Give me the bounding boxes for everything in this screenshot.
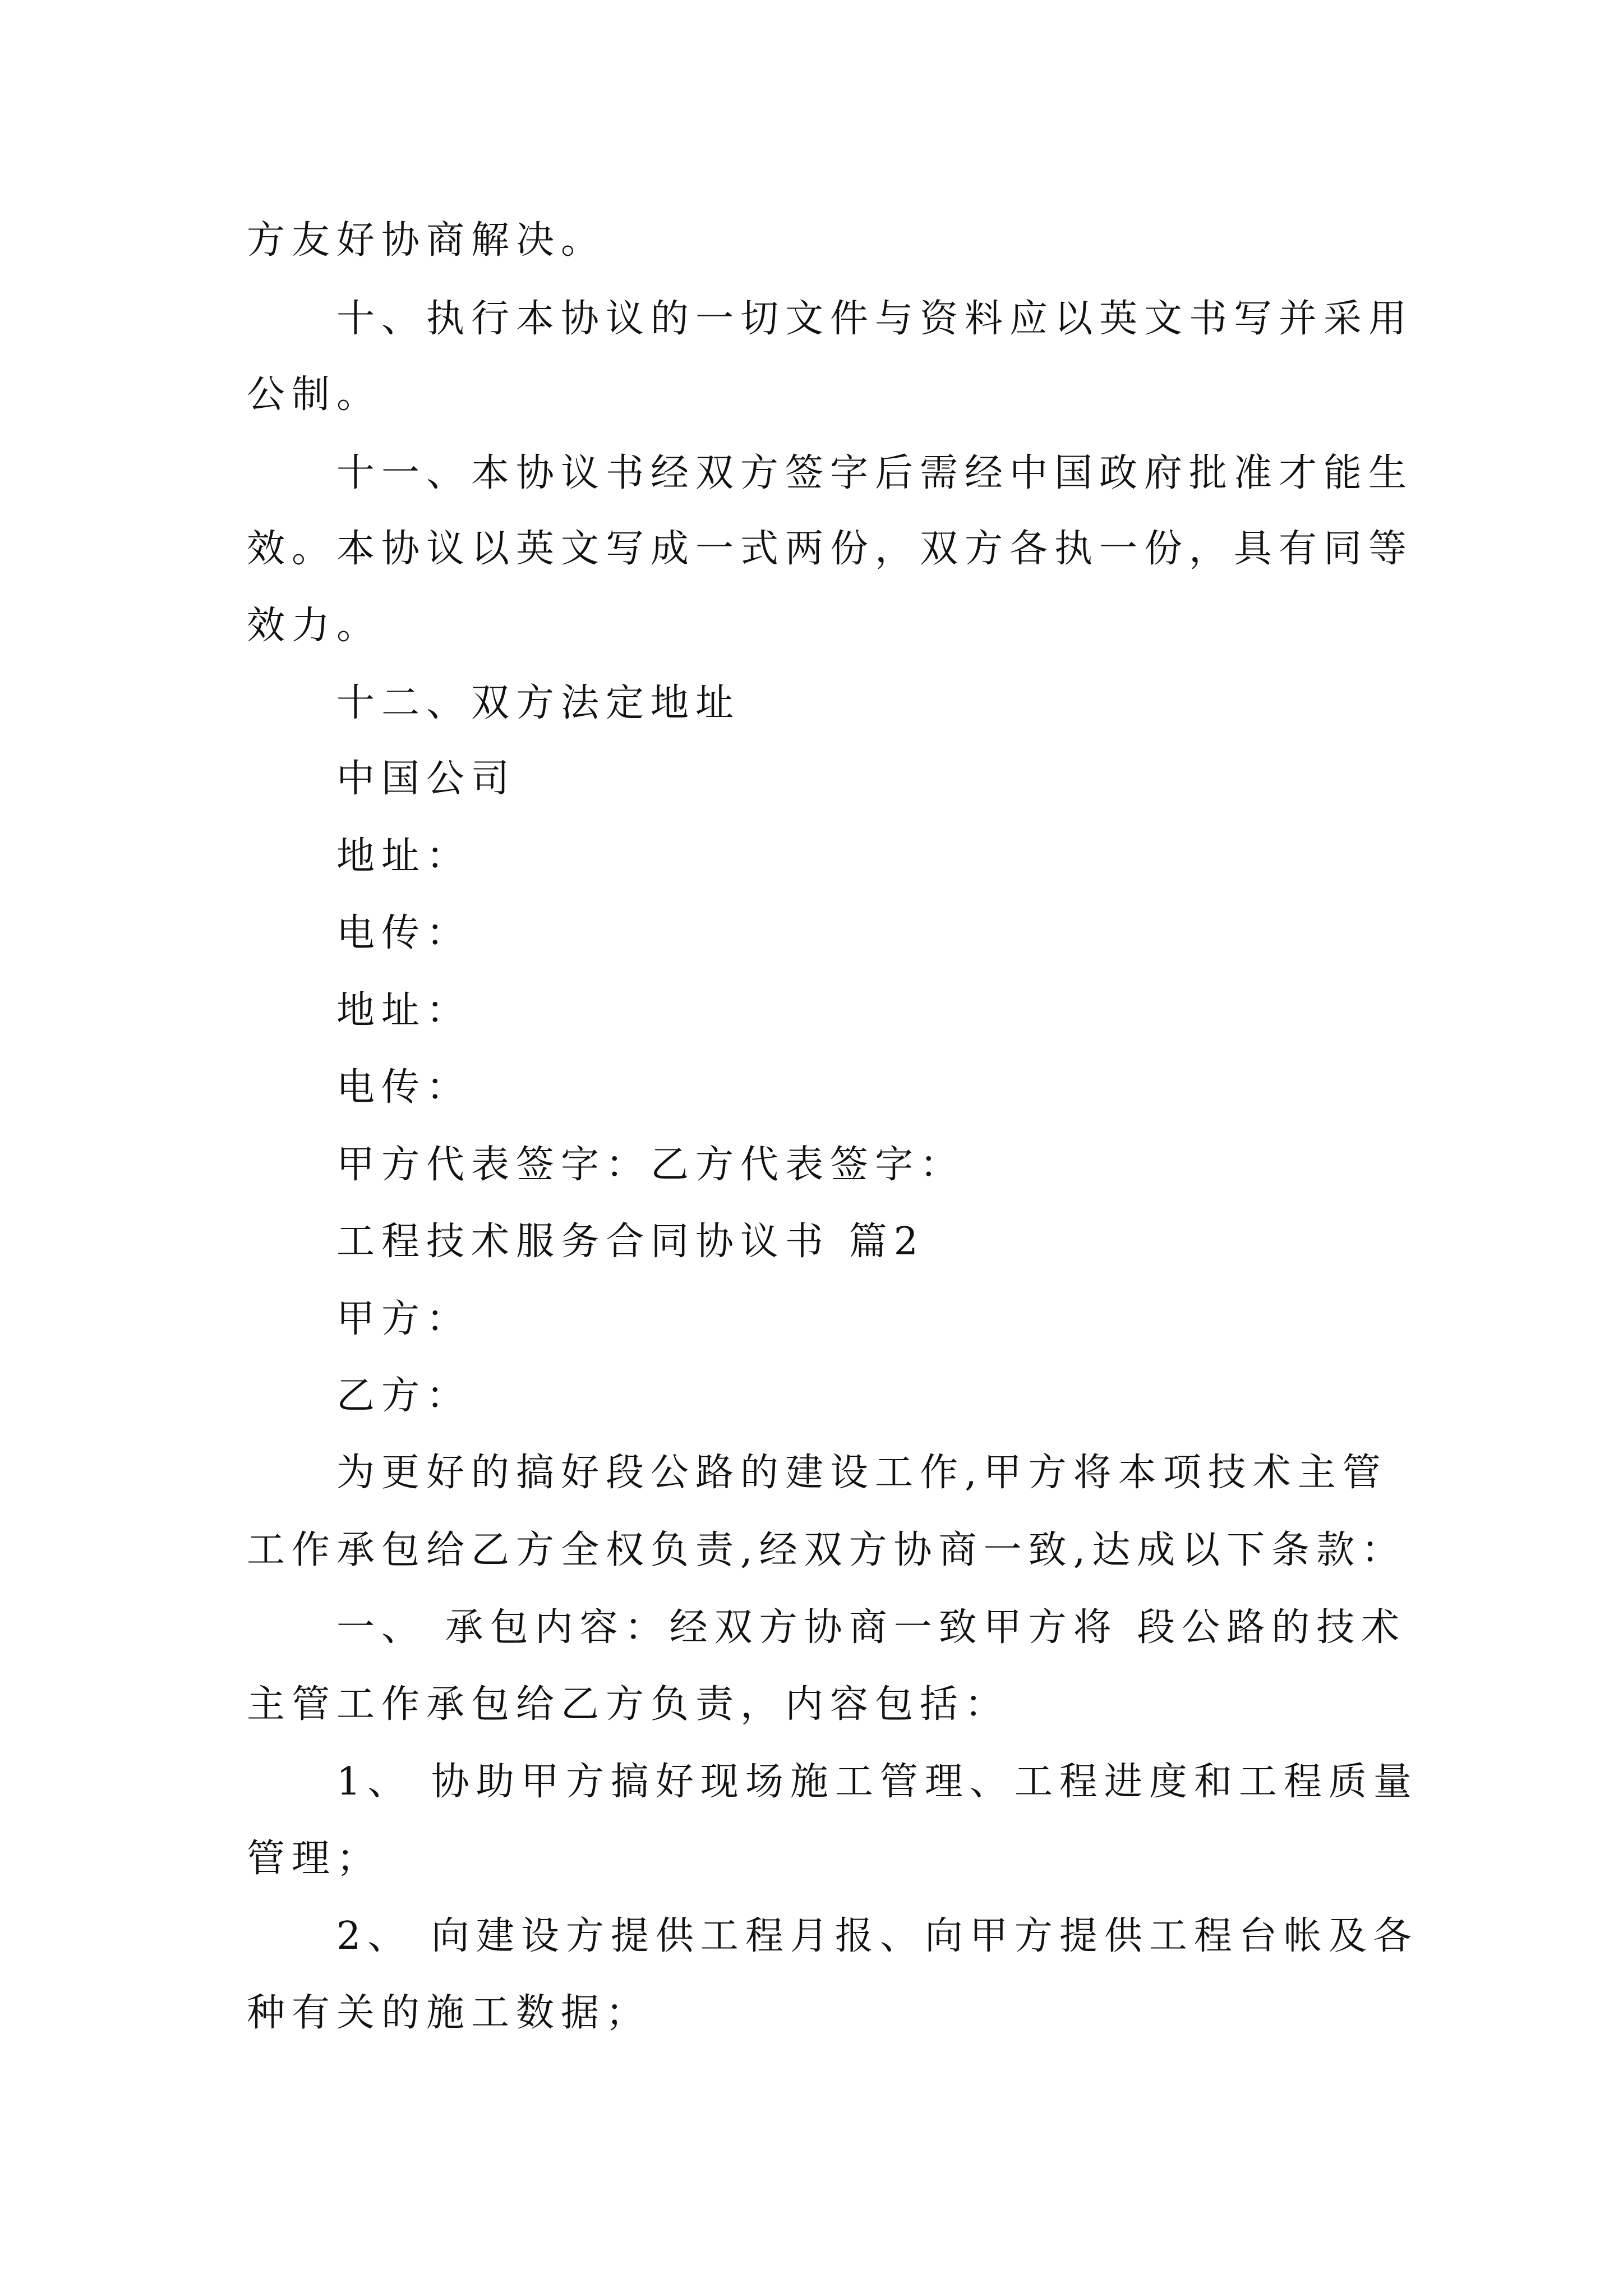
- text-line: 效。本协议以英文写成一式两份，双方各执一份，具有同等: [247, 527, 1414, 571]
- text-line: 地址：: [336, 834, 472, 878]
- text-line: 一、 承包内容：经双方协商一致甲方将 段公路的技术: [336, 1605, 1407, 1650]
- text-line: 种有关的施工数据；: [247, 1991, 651, 2035]
- text-line: 为更好的搞好段公路的建设工作,甲方将本项技术主管: [336, 1451, 1387, 1495]
- text-line: 电传：: [336, 1065, 472, 1110]
- text-line: 十、执行本协议的一切文件与资料应以英文书写并采用: [336, 297, 1414, 341]
- text-line: 方友好协商解决。: [247, 218, 606, 263]
- text-line: 2、 向建设方提供工程月报、向甲方提供工程台帐及各: [336, 1914, 1418, 1958]
- text-line: 工作承包给乙方全权负责,经双方协商一致,达成以下条款：: [247, 1528, 1407, 1572]
- text-line: 十二、双方法定地址: [336, 681, 741, 725]
- text-line: 管理；: [247, 1837, 382, 1881]
- text-line: 甲方：: [336, 1297, 472, 1341]
- text-line: 效力。: [247, 604, 382, 648]
- text-line: 十一、本协议书经双方签字后需经中国政府批准才能生: [336, 451, 1414, 495]
- text-line: 1、 协助甲方搞好现场施工管理、工程进度和工程质量: [336, 1760, 1418, 1804]
- text-line: 中国公司: [336, 757, 517, 801]
- text-line: 地址：: [336, 988, 472, 1033]
- text-line: 主管工作承包给乙方负责，内容包括：: [247, 1682, 1010, 1727]
- text-line: 甲方代表签字：乙方代表签字：: [336, 1143, 965, 1187]
- text-line: 公制。: [247, 372, 382, 417]
- text-line: 电传：: [336, 911, 472, 955]
- section-heading: 工程技术服务合同协议书 篇2: [336, 1220, 925, 1264]
- text-line: 乙方：: [336, 1374, 472, 1418]
